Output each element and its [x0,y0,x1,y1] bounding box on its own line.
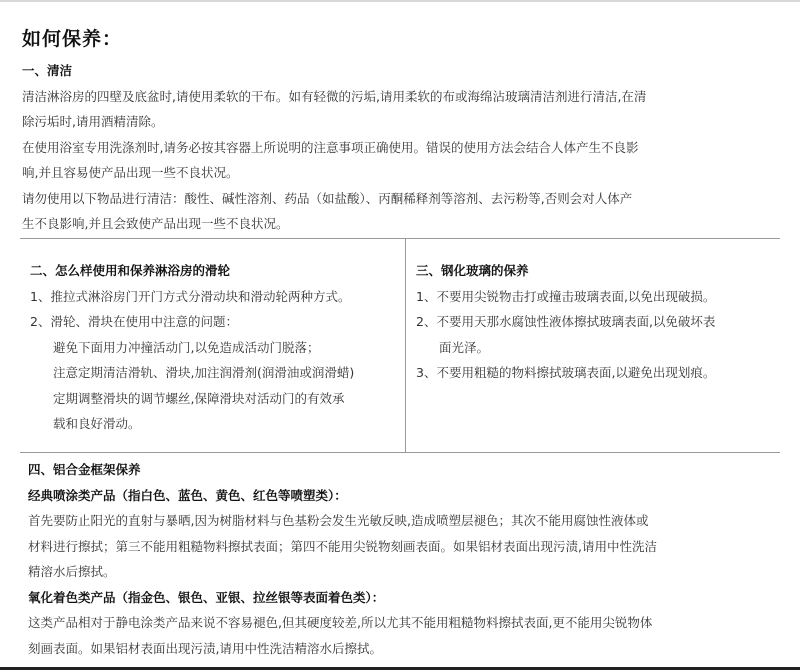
column-divider [405,238,406,452]
paragraph-line: 首先要防止阳光的直射与暴晒,因为树脂材料与色基粉会发生光敏反映,造成喷塑层褪色；其次不能用腐蚀性液体或 [28,513,649,528]
page-title: 如何保养： [22,28,123,50]
list-item: 面光泽。 [439,339,490,355]
section-heading: 四、铝合金框架保养 [28,462,141,477]
paragraph-line: 精溶水后擦拭。 [28,564,116,579]
section-heading: 三、钢化玻璃的保养 [416,263,529,278]
divider [20,238,780,239]
divider [20,452,780,453]
list-item: 注意定期清洁滑轨、滑块,加注润滑剂(润滑油或润滑蜡) [53,365,355,380]
paragraph-line: 刻画表面。如果铝材表面出现污渍,请用中性洗洁精溶水后擦拭。 [28,640,382,656]
list-item: 1、不要用尖锐物击打或撞击玻璃表面,以免出现破损。 [416,288,716,304]
list-item: 避免下面用力冲撞活动门,以免造成活动门脱落； [53,339,320,355]
paragraph-line: 生不良影响,并且会致使产品出现一些不良状况。 [22,216,289,231]
list-item: 定期调整滑块的调节螺丝,保障滑块对活动门的有效承 [53,390,345,406]
list-item: 载和良好滑动。 [53,416,141,431]
list-item: 2、不要用天那水腐蚀性液体擦拭玻璃表面,以免破坏表 [416,314,716,329]
paragraph-line: 清洁淋浴房的四壁及底盆时,请使用柔软的干布。如有轻微的污垢,请用柔软的布或海绵沾玻璃清洁剂进行清洁,在清 [22,88,647,104]
section-heading: 一、清洁 [22,63,73,78]
paragraph-line: 在使用浴室专用洗涤剂时,请务必按其容器上所说明的注意事项正确使用。错误的使用方法会结合人体产生不良影 [22,139,639,155]
paragraph-line: 这类产品相对于静电涂类产品来说不容易褪色,但其硬度较差,所以尤其不能用粗糙物料擦拭表面,更不能用尖锐物体 [28,615,653,630]
paragraph-line: 请勿使用以下物品进行清洁：酸性、碱性溶剂、药品（如盐酸）、丙酮稀释剂等溶剂、去污粉等,否则会对人体产 [22,190,633,206]
paragraph-line: 除污垢时,请用酒精清除。 [22,114,164,129]
section-aluminum-frame [28,457,788,661]
section-tempered-glass [416,258,786,386]
subheading: 经典喷涂类产品（指白色、蓝色、黄色、红色等喷塑类）： [28,487,347,503]
list-item: 3、不要用粗糙的物料擦拭玻璃表面,以避免出现划痕。 [416,365,716,380]
paragraph-line: 响,并且容易使产品出现一些不良状况。 [22,165,239,180]
section-sliding-wheels [30,258,400,437]
section-cleaning [22,58,782,237]
section-heading: 二、怎么样使用和保养淋浴房的滑轮 [30,263,231,278]
paragraph-line: 材料进行擦拭；第三不能用粗糙物料擦拭表面；第四不能用尖锐物刻画表面。如果铝材表面出现污渍,请用中性洗洁 [28,538,657,554]
list-item: 1、推拉式淋浴房门开门方式分滑动块和滑动轮两种方式。 [30,288,351,304]
list-item: 2、滑轮、滑块在使用中注意的问题： [30,314,238,329]
subheading: 氧化着色类产品（指金色、银色、亚银、拉丝银等表面着色类）： [28,589,385,605]
